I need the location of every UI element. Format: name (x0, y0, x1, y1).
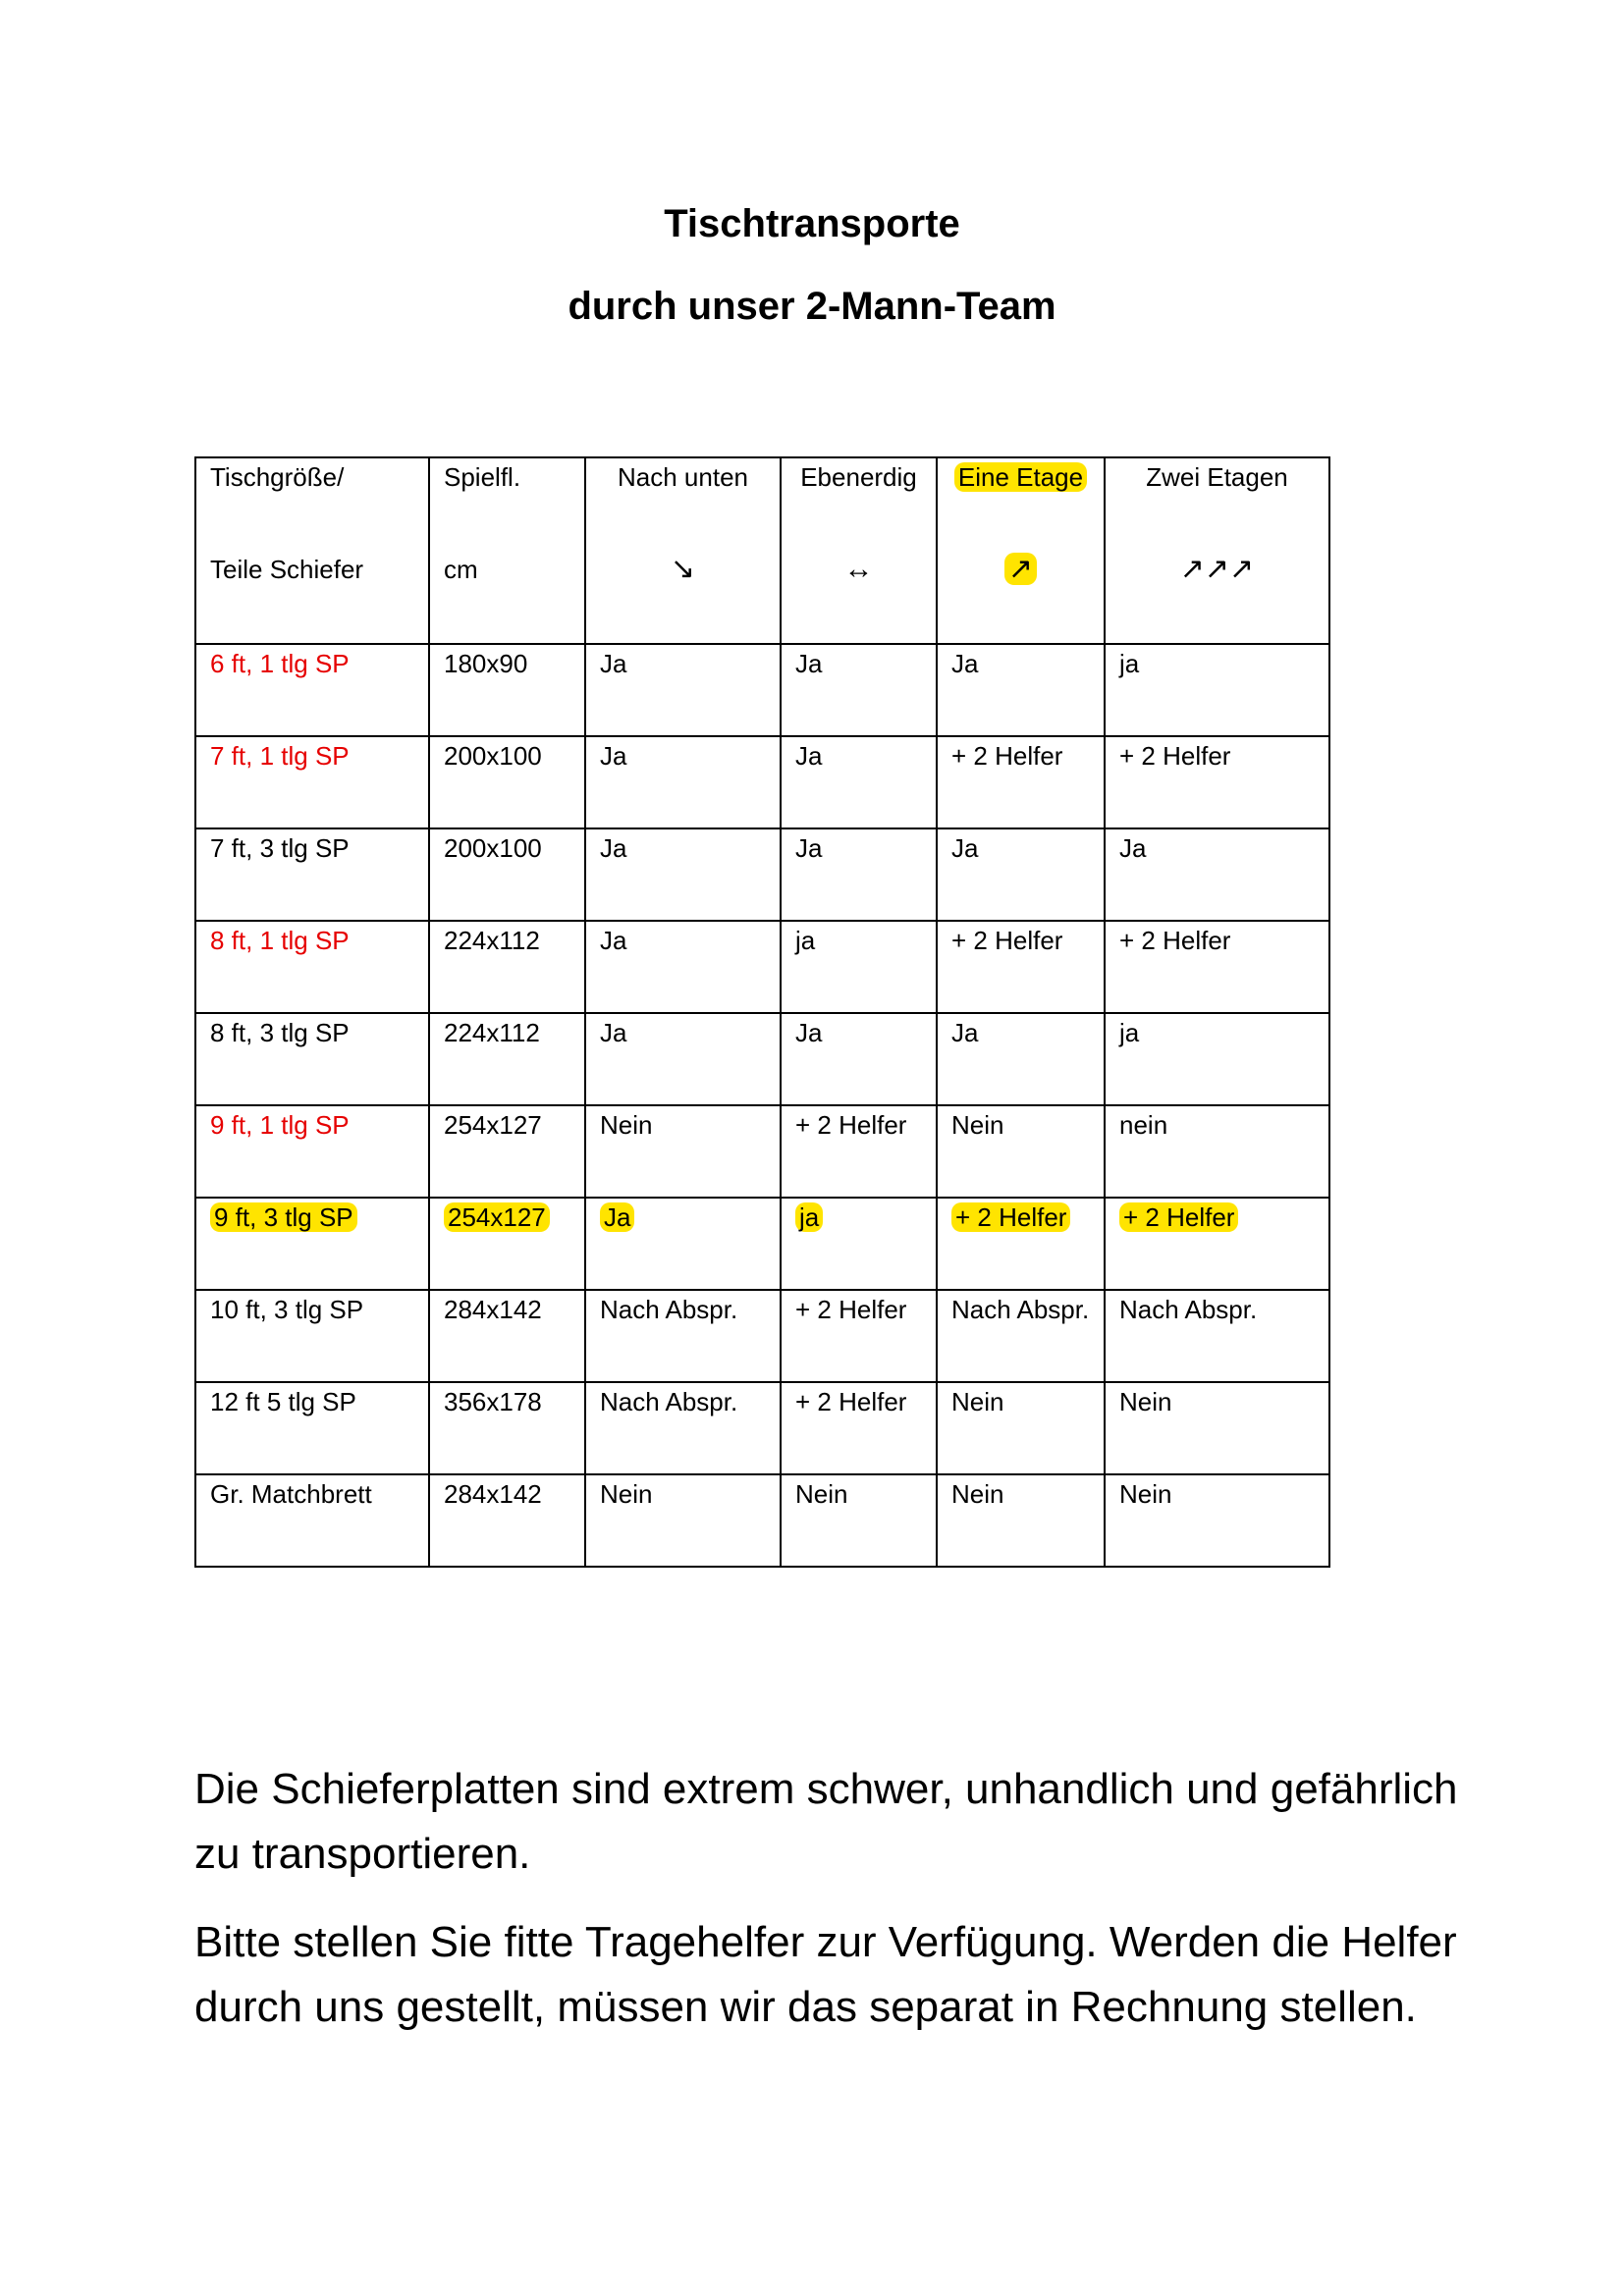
table-cell (585, 1382, 781, 1474)
table-cell (195, 736, 429, 828)
table-cell-text: + 2 Helfer (795, 1295, 907, 1324)
table-row (195, 1105, 1329, 1198)
table-cell (195, 644, 429, 736)
table-cell (585, 736, 781, 828)
table-cell-text: Nach Abspr. (951, 1295, 1090, 1324)
table-cell-text: Ja (600, 833, 627, 863)
table-cell-text: Ja (795, 833, 823, 863)
table-cell-text: Ja (951, 649, 979, 678)
table-row (195, 736, 1329, 828)
table-cell (1105, 828, 1329, 921)
table-row (195, 921, 1329, 1013)
arrow-down-right-icon: ↘ (670, 553, 696, 585)
table-cell-text: Nein (1119, 1479, 1172, 1509)
table-cell-text: Ja (600, 926, 627, 955)
table-size-label: 6 ft, 1 tlg SP (210, 649, 350, 678)
header-area-line2: cm (444, 555, 478, 584)
table-cell-text: Nein (1119, 1387, 1172, 1416)
table-cell (429, 1290, 585, 1382)
table-cell (429, 921, 585, 1013)
table-cell-text: Ja (600, 649, 627, 678)
table-cell (781, 1474, 937, 1567)
table-row (195, 1198, 1329, 1290)
header-two-floors-line1: Zwei Etagen (1146, 462, 1288, 492)
table-cell-text: Ja (1119, 833, 1147, 863)
table-cell (429, 1198, 585, 1290)
table-cell-text: ja (795, 1202, 823, 1232)
table-cell-text: Ja (795, 1018, 823, 1047)
table-cell-text: + 2 Helfer (951, 741, 1063, 771)
table-cell (585, 828, 781, 921)
table-size-label: 9 ft, 3 tlg SP (210, 1202, 357, 1232)
arrow-left-right-icon: ↔ (843, 553, 874, 585)
note-paragraph-2: Bitte stellen Sie fitte Tragehelfer zur Verfügung. Werden die Helfer durch uns gestellt, müssen wir das separat in Rechnung stellen. (194, 1918, 1457, 2031)
table-cell-text: + 2 Helfer (1119, 926, 1231, 955)
table-cell-text: + 2 Helfer (795, 1387, 907, 1416)
table-row (195, 644, 1329, 736)
table-cell-text: nein (1119, 1110, 1168, 1140)
table-cell (1105, 736, 1329, 828)
table-cell-text: + 2 Helfer (1119, 741, 1231, 771)
table-cell (781, 644, 937, 736)
table-cell (1105, 1290, 1329, 1382)
table-cell-text: 284x142 (444, 1295, 542, 1324)
table-cell (1105, 1105, 1329, 1198)
table-cell-text: 284x142 (444, 1479, 542, 1509)
header-one-floor-line1: Eine Etage (954, 462, 1087, 492)
table-size-label: Gr. Matchbrett (210, 1479, 372, 1509)
table-cell (781, 1013, 937, 1105)
table-cell (1105, 644, 1329, 736)
table-size-label: 12 ft 5 tlg SP (210, 1387, 356, 1416)
table-cell (429, 1474, 585, 1567)
table-cell (429, 1105, 585, 1198)
table-cell (195, 1474, 429, 1567)
header-two-floors (1105, 457, 1329, 644)
table-cell (781, 1105, 937, 1198)
table-cell-text: Nach Abspr. (600, 1295, 738, 1324)
header-size-line2: Teile Schiefer (210, 555, 364, 584)
title-line2: durch unser 2-Mann-Team (568, 285, 1056, 328)
table-row (195, 828, 1329, 921)
table-row (195, 1382, 1329, 1474)
table-cell (195, 1105, 429, 1198)
header-area (429, 457, 585, 644)
table-cell-text: Nein (951, 1387, 1004, 1416)
table-cell (429, 644, 585, 736)
table-cell (937, 1474, 1105, 1567)
table-cell (937, 1198, 1105, 1290)
table-cell-text: 254x127 (444, 1110, 542, 1140)
table-cell-text: Ja (951, 1018, 979, 1047)
table-header-row (195, 457, 1329, 644)
table-cell (781, 736, 937, 828)
table-cell-text: 254x127 (444, 1202, 550, 1232)
table-cell-text: ja (795, 926, 816, 955)
table-cell-text: Nach Abspr. (600, 1387, 738, 1416)
table-cell (429, 1382, 585, 1474)
table-cell (937, 1290, 1105, 1382)
table-cell (937, 828, 1105, 921)
table-cell-text: Ja (600, 1018, 627, 1047)
table-size-label: 8 ft, 1 tlg SP (210, 926, 350, 955)
header-one-floor (937, 457, 1105, 644)
table-cell-text: + 2 Helfer (951, 1202, 1070, 1232)
table-cell (781, 1382, 937, 1474)
table-cell (195, 1013, 429, 1105)
header-area-line1: Spielfl. (444, 462, 521, 492)
table-cell (429, 1013, 585, 1105)
table-cell (585, 1013, 781, 1105)
table-cell (781, 921, 937, 1013)
table-size-label: 10 ft, 3 tlg SP (210, 1295, 364, 1324)
table-size-label: 8 ft, 3 tlg SP (210, 1018, 350, 1047)
header-size-line1: Tischgröße/ (210, 462, 345, 492)
table-cell (1105, 1013, 1329, 1105)
table-row (195, 1290, 1329, 1382)
table-cell-text: Ja (795, 649, 823, 678)
table-cell-text: + 2 Helfer (1119, 1202, 1238, 1232)
table-cell (195, 1382, 429, 1474)
table-cell (1105, 1198, 1329, 1290)
table-cell-text: Ja (951, 833, 979, 863)
table-cell (781, 828, 937, 921)
table-cell (429, 828, 585, 921)
table-cell-text: Nein (951, 1479, 1004, 1509)
arrow-up-right-icon: ↗ (1004, 553, 1037, 585)
table-cell (937, 644, 1105, 736)
table-cell-text: Nein (951, 1110, 1004, 1140)
table-cell (585, 1290, 781, 1382)
table-cell (781, 1290, 937, 1382)
table-cell-text: 224x112 (444, 1018, 540, 1047)
table-cell-text: 180x90 (444, 649, 528, 678)
table-cell (429, 736, 585, 828)
table-cell-text: Nein (600, 1110, 653, 1140)
table-cell (937, 1382, 1105, 1474)
table-cell-text: ja (1119, 649, 1140, 678)
table-cell-text: 200x100 (444, 833, 542, 863)
table-cell (585, 1474, 781, 1567)
table-size-label: 9 ft, 1 tlg SP (210, 1110, 350, 1140)
table-cell-text: 356x178 (444, 1387, 542, 1416)
header-size (195, 457, 429, 644)
table-cell (585, 921, 781, 1013)
table-cell-text: 224x112 (444, 926, 540, 955)
table-cell-text: 200x100 (444, 741, 542, 771)
table-cell (937, 921, 1105, 1013)
table-cell (585, 1198, 781, 1290)
table-cell-text: Ja (600, 741, 627, 771)
table-cell (195, 1290, 429, 1382)
table-cell (781, 1198, 937, 1290)
title-line1: Tischtransporte (664, 202, 960, 245)
table-cell-text: ja (1119, 1018, 1140, 1047)
table-cell (1105, 1474, 1329, 1567)
table-size-label: 7 ft, 3 tlg SP (210, 833, 350, 863)
note-paragraph-1: Die Schieferplatten sind extrem schwer, unhandlich und gefährlich zu transportieren. (194, 1765, 1458, 1878)
table-cell (195, 828, 429, 921)
table-cell (585, 1105, 781, 1198)
table-row (195, 1013, 1329, 1105)
table-cell (937, 736, 1105, 828)
table-cell-text: Ja (795, 741, 823, 771)
table-cell (937, 1105, 1105, 1198)
table-cell-text: + 2 Helfer (795, 1110, 907, 1140)
header-down-line1: Nach unten (618, 462, 748, 492)
arrows-up-right-icon: ↗↗↗ (1179, 553, 1255, 585)
transport-table (194, 456, 1330, 1568)
table-cell-text: Ja (600, 1202, 634, 1232)
table-cell (585, 644, 781, 736)
table-cell-text: Nach Abspr. (1119, 1295, 1258, 1324)
table-cell (195, 921, 429, 1013)
table-size-label: 7 ft, 1 tlg SP (210, 741, 350, 771)
table-row (195, 1474, 1329, 1567)
header-level (781, 457, 937, 644)
table-cell (195, 1198, 429, 1290)
table-cell (1105, 921, 1329, 1013)
table-cell-text: Nein (600, 1479, 653, 1509)
table-cell (937, 1013, 1105, 1105)
table-cell-text: Nein (795, 1479, 848, 1509)
table-cell-text: + 2 Helfer (951, 926, 1063, 955)
table-cell (1105, 1382, 1329, 1474)
header-level-line1: Ebenerdig (800, 462, 917, 492)
header-down (585, 457, 781, 644)
